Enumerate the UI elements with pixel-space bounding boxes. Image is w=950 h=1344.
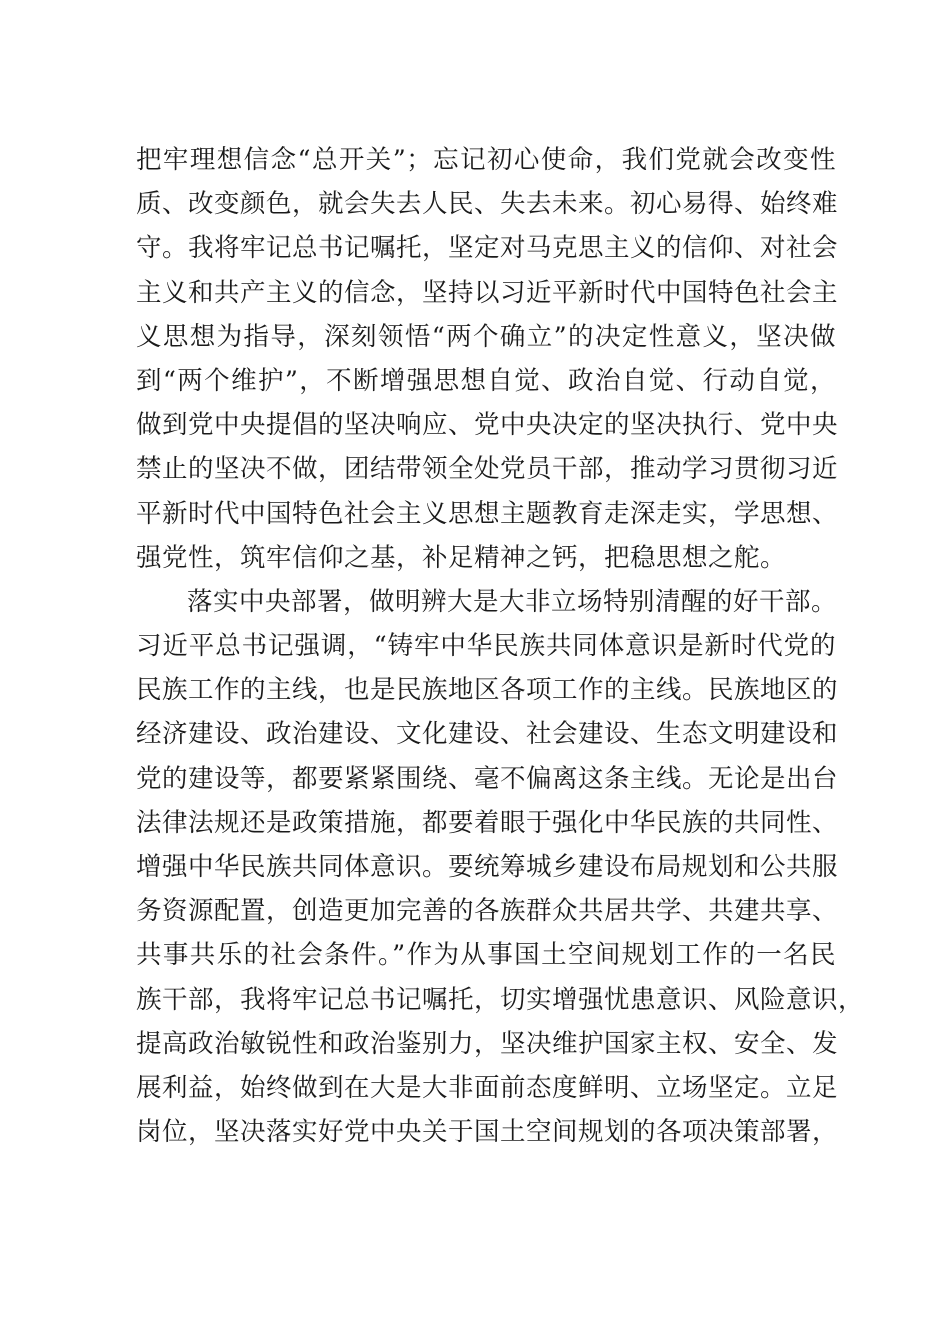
paragraph-line: 共事共乐的社会条件。”作为从事国土空间规划工作的一名民 <box>136 940 836 971</box>
paragraph-line: 主义和共产主义的信念，坚持以习近平新时代中国特色社会主 <box>136 277 839 308</box>
paragraph-line: 增强中华民族共同体意识。要统筹城乡建设布局规划和公共服 <box>136 852 839 882</box>
paragraph-line: 质、改变颜色，就会失去人民、失去未来。初心易得、始终难 <box>136 189 839 220</box>
paragraph-line: 经济建设、政治建设、文化建设、社会建设、生态文明建设和 <box>136 719 839 750</box>
paragraph-2 <box>136 580 865 1154</box>
paragraph-line: 义思想为指导，深刻领悟“两个确立”的决定性意义，坚决做 <box>136 321 836 352</box>
paragraph-line: 落实中央部署，做明辨大是大非立场特别清醒的好干部。 <box>187 586 838 617</box>
paragraph-line: 岗位，坚决落实好党中央关于国土空间规划的各项决策部署， <box>136 1117 839 1148</box>
paragraph-line: 民族工作的主线，也是民族地区各项工作的主线。民族地区的 <box>136 675 839 706</box>
paragraph-line: 务资源配置，创造更加完善的各族群众共居共学、共建共享、 <box>136 896 839 927</box>
paragraph-line: 族干部，我将牢记总书记嘱托，切实增强忧患意识、风险意识， <box>136 984 865 1015</box>
paragraph-line: 做到党中央提倡的坚决响应、党中央决定的坚决执行、党中央 <box>136 410 839 441</box>
paragraph-line: 党的建设等，都要紧紧围绕、毫不偏离这条主线。无论是出台 <box>136 763 839 794</box>
document-body <box>136 138 865 1154</box>
paragraph-line: 提高政治敏锐性和政治鉴别力，坚决维护国家主权、安全、发 <box>136 1028 839 1059</box>
paragraph-line: 把牢理想信念“总开关”；忘记初心使命，我们党就会改变性 <box>136 145 836 175</box>
paragraph-line: 法律法规还是政策措施，都要着眼于强化中华民族的共同性、 <box>136 807 839 838</box>
paragraph-line: 到“两个维护”，不断增强思想自觉、政治自觉、行动自觉， <box>136 365 836 396</box>
paragraph-line: 习近平总书记强调，“铸牢中华民族共同体意识是新时代党的 <box>136 631 836 662</box>
paragraph-line: 禁止的坚决不做，团结带领全处党员干部，推动学习贯彻习近 <box>136 454 839 485</box>
paragraph-line: 平新时代中国特色社会主义思想主题教育走深走实，学思想、 <box>136 498 839 529</box>
paragraph-1 <box>136 138 839 580</box>
paragraph-line: 展利益，始终做到在大是大非面前态度鲜明、立场坚定。立足 <box>136 1072 839 1103</box>
paragraph-line: 守。我将牢记总书记嘱托，坚定对马克思主义的信仰、对社会 <box>136 233 839 264</box>
paragraph-line: 强党性，筑牢信仰之基，补足精神之钙，把稳思想之舵。 <box>136 542 787 573</box>
